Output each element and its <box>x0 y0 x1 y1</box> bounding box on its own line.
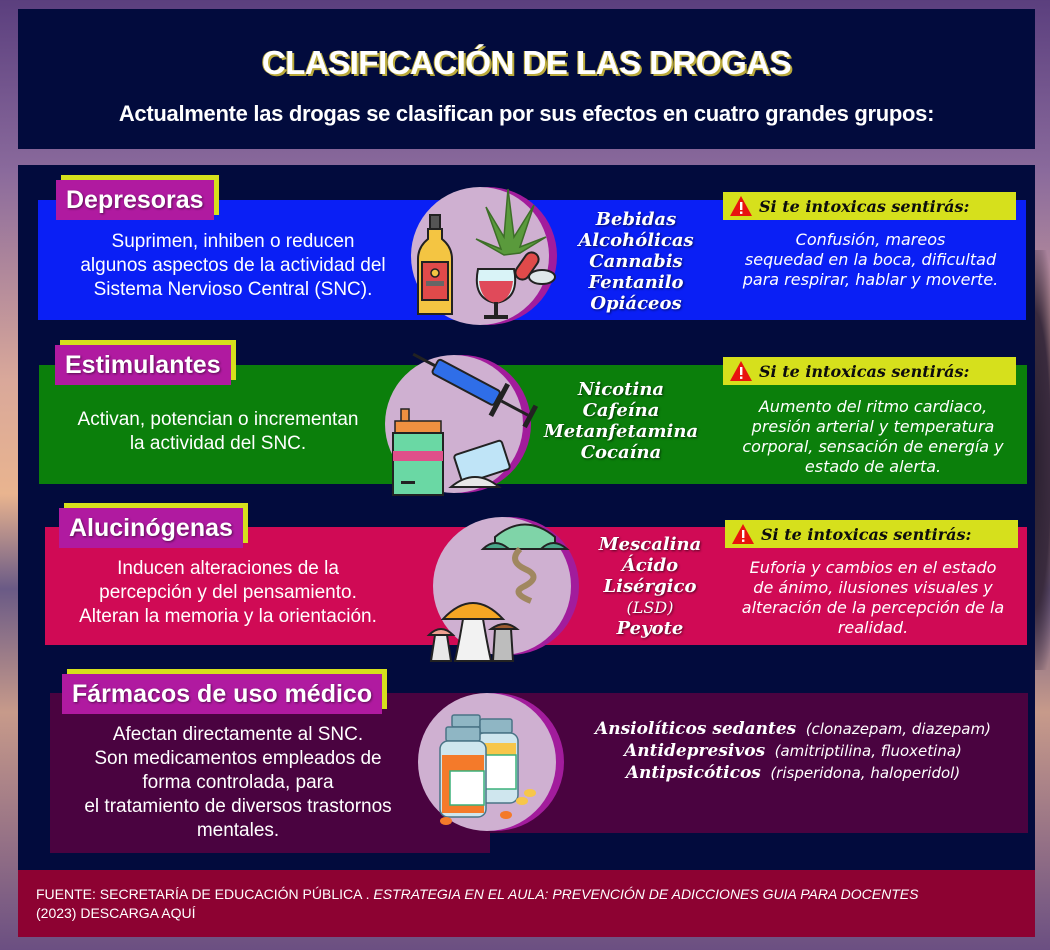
circle-bg <box>433 517 571 655</box>
group-title-farmacos: Fármacos de uso médico <box>62 674 382 714</box>
cigarette-pack-icon <box>393 409 443 495</box>
drug-item: Peyote <box>616 618 684 639</box>
wine-glass-icon <box>477 269 515 319</box>
drug-item: Mescalina <box>598 534 702 555</box>
effect-line: de ánimo, ilusiones visuales y <box>753 578 993 597</box>
medication-name: Antipsicóticos <box>625 763 761 783</box>
download-link[interactable]: DESCARGA AQUÍ <box>80 905 196 921</box>
source-footer <box>18 870 1035 937</box>
illustration-alucinogenas <box>433 517 578 662</box>
effect-line: Euforia y cambios en el estado <box>749 558 997 577</box>
warning-banner-estimulantes <box>723 357 1016 385</box>
warning-icon <box>729 195 753 217</box>
medication-name: Antidepresivos <box>624 741 766 761</box>
effect-line: sequedad en la boca, dificultad <box>744 250 997 269</box>
description-line: la actividad del SNC. <box>129 433 307 454</box>
description-line: Activan, potencian o incrementan <box>77 409 359 430</box>
warning-icon <box>731 523 755 545</box>
page-title: CLASIFICACIÓN DE LAS DROGAS <box>261 44 792 81</box>
medication-list <box>563 718 1023 784</box>
source-prefix: FUENTE: SECRETARÍA DE EDUCACIÓN PÚBLICA . <box>36 886 374 902</box>
warning-label: Si te intoxicas sentirás: <box>759 361 970 381</box>
description-line: Suprimen, inhiben o reducen <box>111 231 355 252</box>
warning-banner-depresoras <box>723 192 1016 220</box>
source-year: (2023) <box>36 905 77 921</box>
effect-line: alteración de la percepción de la <box>741 598 1005 617</box>
group-title-estimulantes: Estimulantes <box>55 345 231 385</box>
group-description-depresoras <box>63 230 403 302</box>
medication-examples: (amitriptilina, fluoxetina) <box>774 742 962 760</box>
description-line: Afectan directamente al SNC. <box>112 724 364 745</box>
mushroom-icon <box>429 603 517 661</box>
card-powder-icon <box>451 440 510 487</box>
drug-item: Cocaína <box>580 442 662 463</box>
description-line: mentales. <box>196 820 280 841</box>
page-subtitle: Actualmente las drogas se clasifican por sus efectos en cuatro grandes grupos: <box>118 101 935 126</box>
description-line: algunos aspectos de la actividad del <box>80 255 386 276</box>
drug-item: Lisérgico <box>603 576 697 597</box>
group-description-alucinogenas <box>48 557 408 629</box>
illustration-depresoras <box>411 187 556 332</box>
drug-item: Bebidas <box>595 209 677 230</box>
source-title: ESTRATEGIA EN EL AULA: PREVENCIÓN DE ADICCIONES GUIA PARA DOCENTES <box>373 886 919 902</box>
drug-item: Cannabis <box>589 251 683 272</box>
effect-line: estado de alerta. <box>804 457 942 476</box>
drug-list-depresoras <box>566 209 706 314</box>
description-line: Alteran la memoria y la orientación. <box>79 606 377 627</box>
effect-line: Confusión, mareos <box>795 230 946 249</box>
effect-line: Aumento del ritmo cardiaco, <box>758 397 988 416</box>
main-panel <box>18 165 1035 870</box>
medication-examples: (risperidona, haloperidol) <box>770 764 961 782</box>
pill-bottles-icon <box>418 693 558 833</box>
effects-depresoras <box>718 230 1023 290</box>
medication-item <box>563 718 1023 740</box>
illustration-estimulantes <box>385 355 530 500</box>
drug-item: Opiáceos <box>590 293 682 314</box>
group-description-estimulantes <box>48 408 388 456</box>
effect-line: para respirar, hablar y moverte. <box>742 270 999 289</box>
drug-item: Alcohólicas <box>578 230 694 251</box>
effect-line: realidad. <box>837 618 909 637</box>
tree-icon <box>415 507 575 667</box>
effects-estimulantes <box>718 397 1028 477</box>
circle-bg <box>411 187 549 325</box>
effect-line: corporal, sensación de energía y <box>742 437 1004 456</box>
drug-item: Cafeína <box>582 400 660 421</box>
group-title-alucinogenas: Alucinógenas <box>59 508 243 548</box>
effect-line: presión arterial y temperatura <box>751 417 995 436</box>
description-line: Sistema Nervioso Central (SNC). <box>93 279 373 300</box>
warning-label: Si te intoxicas sentirás: <box>761 524 972 544</box>
effects-alucinogenas <box>718 558 1028 638</box>
cannabis-leaf-icon <box>476 189 546 255</box>
group-title-depresoras: Depresoras <box>56 180 214 220</box>
header-panel <box>18 9 1035 149</box>
syringe-icon <box>385 347 555 497</box>
description-line: Son medicamentos empleados de <box>94 748 382 769</box>
group-description-farmacos <box>53 723 423 843</box>
circle-bg <box>385 355 523 493</box>
illustration-farmacos <box>418 693 563 838</box>
liquor-bottle-icon <box>416 177 576 327</box>
drug-item: Fentanilo <box>588 272 684 293</box>
description-line: el tratamiento de diversos trastornos <box>84 796 392 817</box>
drug-item: (LSD) <box>626 598 674 617</box>
description-line: forma controlada, para <box>142 772 334 793</box>
warning-label: Si te intoxicas sentirás: <box>759 196 970 216</box>
medication-examples: (clonazepam, diazepam) <box>805 720 991 738</box>
medication-item <box>563 762 1023 784</box>
drug-list-estimulantes <box>536 379 706 463</box>
medication-name: Ansiolíticos sedantes <box>595 719 797 739</box>
description-line: percepción y del pensamiento. <box>99 582 357 603</box>
drug-item: Metanfetamina <box>543 421 699 442</box>
drug-list-alucinogenas <box>585 534 715 639</box>
drug-item: Ácido <box>621 555 679 576</box>
pill-capsule-icon <box>513 250 555 284</box>
warning-icon <box>729 360 753 382</box>
description-line: Inducen alteraciones de la <box>117 558 339 579</box>
warning-banner-alucinogenas <box>725 520 1018 548</box>
circle-bg <box>418 693 556 831</box>
drug-item: Nicotina <box>577 379 665 400</box>
medication-item <box>563 740 1023 762</box>
